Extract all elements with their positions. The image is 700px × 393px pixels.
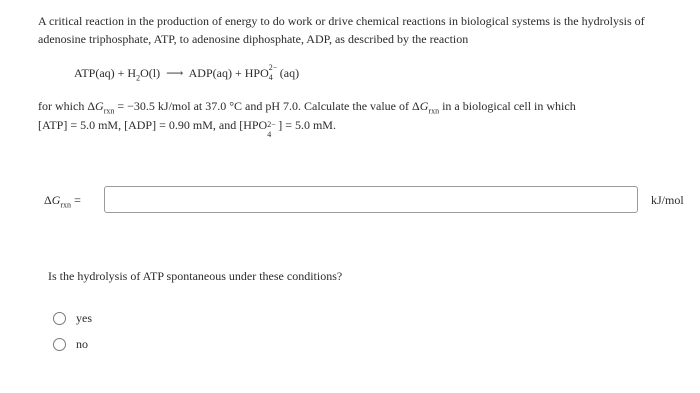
conditions-text-c: in a biological cell in which (439, 99, 576, 113)
answer-gibbs-symbol: G (51, 193, 61, 207)
reaction-reactant-water: O(l) (140, 66, 161, 80)
answer-rxn-subscript: rxn (60, 200, 72, 210)
radio-yes-button[interactable] (53, 312, 66, 325)
reaction-product-phase: (aq) (279, 66, 300, 80)
radio-no-button[interactable] (53, 338, 66, 351)
phosphate-subscript: 4 (268, 73, 273, 83)
phosphate-subscript-2: 4 (267, 130, 272, 140)
answer-equals: = (71, 193, 81, 207)
gibbs-symbol: G (95, 99, 104, 113)
option-yes-label: yes (76, 311, 92, 325)
conditions-text-a: for which Δ (38, 99, 96, 113)
spontaneity-question: Is the hydrolysis of ATP spontaneous under these conditions? (48, 269, 343, 283)
option-no[interactable] (53, 337, 88, 352)
conditions-text-b: = −30.5 kJ/mol at 37.0 °C and pH 7.0. Calculate the value of Δ (114, 99, 420, 113)
phosphate-superscript: 2− (268, 63, 278, 73)
gibbs-symbol-2: G (419, 99, 429, 113)
reaction-reactant-atp: ATP(aq) + H (74, 66, 137, 80)
phosphate-charge (268, 63, 280, 83)
rxn-subscript-2: rxn (428, 106, 440, 116)
reaction-equation (74, 63, 300, 83)
option-no-label: no (76, 337, 88, 351)
reaction-arrow-icon: ⟶ (166, 66, 184, 80)
phosphate-superscript-2: 2− (267, 120, 276, 130)
answer-label (44, 193, 81, 208)
concentrations-text-a: [ATP] = 5.0 mM, [ADP] = 0.90 mM, and [HPO (38, 118, 268, 132)
problem-intro: A critical reaction in the production of energy to do work or drive chemical reactions in biological systems is the hydrolysis of adenosine triphosphate, ATP, to adenosine diphosphate, ADP, as described by the reaction (38, 14, 645, 46)
reaction-product-adp: ADP(aq) + HPO (188, 66, 269, 80)
answer-unit: kJ/mol (651, 193, 684, 207)
phosphate-charge-2 (267, 120, 278, 140)
problem-conditions (38, 97, 688, 140)
concentrations-text-b: ] = 5.0 mM. (278, 118, 336, 132)
delta-g-answer-input[interactable] (104, 186, 638, 213)
water-subscript: 2 (136, 73, 141, 83)
rxn-subscript: rxn (103, 106, 115, 116)
delta-symbol: Δ (44, 193, 52, 207)
option-yes[interactable] (53, 311, 92, 326)
